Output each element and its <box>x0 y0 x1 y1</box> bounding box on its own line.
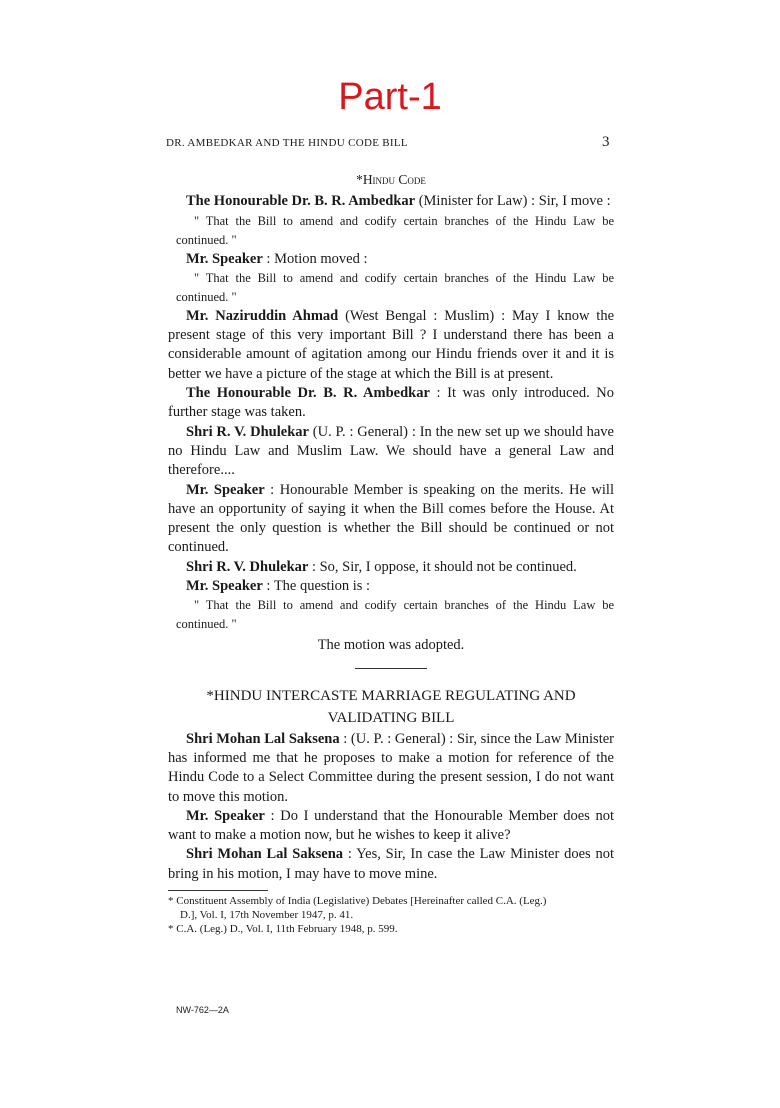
footnote-line: D.], Vol. I, 17th November 1947, p. 41. <box>180 909 354 922</box>
document-body <box>168 168 614 936</box>
speech-text: : Do I understand that the Honourable Member does not want to make a motion now, but he wishes to keep it alive? <box>168 807 614 844</box>
footnote-rule <box>168 890 268 891</box>
speech-paragraph <box>168 558 614 577</box>
speech-text: : The question is : <box>262 578 371 595</box>
speaker-name: Mr. Speaker <box>186 578 263 595</box>
speech-text: : (U. P. : General) : Sir, since the Law Minister has informed me that he proposes to make a motion for reference of the Hindu Code to a Select Committee during the present session, I do not want to move this motion. <box>168 730 614 805</box>
speech-paragraph <box>168 577 614 596</box>
speech-paragraph <box>168 845 614 884</box>
motion-result: The motion was adopted. <box>317 637 465 654</box>
speech-text: : It was only introduced. No further stage was taken. <box>168 385 615 421</box>
speech-text: : Motion moved : <box>262 250 368 267</box>
section-title-intercaste-marriage <box>168 685 614 729</box>
speech-paragraph <box>168 481 614 558</box>
speech-paragraph <box>168 192 614 211</box>
motion-quote: " That the Bill to amend and codify certain branches of the Hindu Law be continued. " <box>176 598 614 632</box>
speech-paragraph <box>168 423 614 481</box>
speech-paragraph <box>168 384 614 423</box>
speech-text: (West Bengal : Muslim) : May I know the present stage of this very important Bill ? I understand there has been a considerable amount of agitation among our Hindu friends over it and it is better we have a picture of the stage at which the Bill is at present. <box>168 307 615 382</box>
speaker-name: Mr. Speaker <box>186 807 265 824</box>
speaker-name: Shri Mohan Lal Saksena <box>186 730 340 747</box>
speaker-name: Shri Mohan Lal Saksena <box>186 846 344 863</box>
section-title-line2: VALIDATING BILL <box>327 709 455 726</box>
running-head: DR. AMBEDKAR AND THE HINDU CODE BILL <box>166 137 408 149</box>
speaker-name: The Honourable Dr. B. R. Ambedkar <box>186 385 430 402</box>
motion-quote: " That the Bill to amend and codify certain branches of the Hindu Law be continued. " <box>176 270 614 304</box>
speech-paragraph <box>168 730 614 807</box>
speaker-name: Shri R. V. Dhulekar <box>186 558 309 575</box>
page-number: 3 <box>602 134 610 150</box>
speech-text: (U. P. : General) : In the new set up we should have no Hindu Law and Muslim Law. We should have a general Law and therefore.... <box>168 423 614 479</box>
speech-text: : Yes, Sir, In case the Law Minister does not bring in his motion, I may have to move mine. <box>168 846 614 882</box>
section-title-line1: *HINDU INTERCASTE MARRIAGE REGULATING AND <box>206 687 576 704</box>
speech-text: : So, Sir, I oppose, it should not be continued. <box>308 558 577 575</box>
section-divider <box>355 668 427 669</box>
page-title: Part-1 <box>338 76 442 118</box>
section-title-hindu-code: *Hindu Code <box>356 172 426 187</box>
footnote-line: * Constituent Assembly of India (Legislative) Debates [Hereinafter called C.A. (Leg.) <box>168 895 547 908</box>
speaker-name: Shri R. V. Dhulekar <box>186 423 309 440</box>
speech-text: : Honourable Member is speaking on the merits. He will have an opportunity of saying it when the Bill comes before the House. At present the only question is whether the Bill should be continued or not continued. <box>168 481 614 556</box>
footnote <box>168 922 614 936</box>
speech-paragraph <box>168 807 614 846</box>
speech-text: (Minister for Law) : Sir, I move : <box>415 193 611 210</box>
footnote-line: * C.A. (Leg.) D., Vol. I, 11th February 1948, p. 599. <box>168 923 398 936</box>
speaker-name: Mr. Speaker <box>186 250 263 267</box>
footnote <box>168 894 614 922</box>
speech-paragraph <box>168 307 614 384</box>
speaker-name: Mr. Naziruddin Ahmad <box>186 307 339 324</box>
speaker-name: Mr. Speaker <box>186 481 265 498</box>
speaker-name: The Honourable Dr. B. R. Ambedkar <box>186 193 416 210</box>
speech-paragraph <box>168 250 614 269</box>
motion-quote: " That the Bill to amend and codify certain branches of the Hindu Law be continued. " <box>176 213 614 247</box>
print-code: NW-762—2A <box>176 1005 229 1015</box>
